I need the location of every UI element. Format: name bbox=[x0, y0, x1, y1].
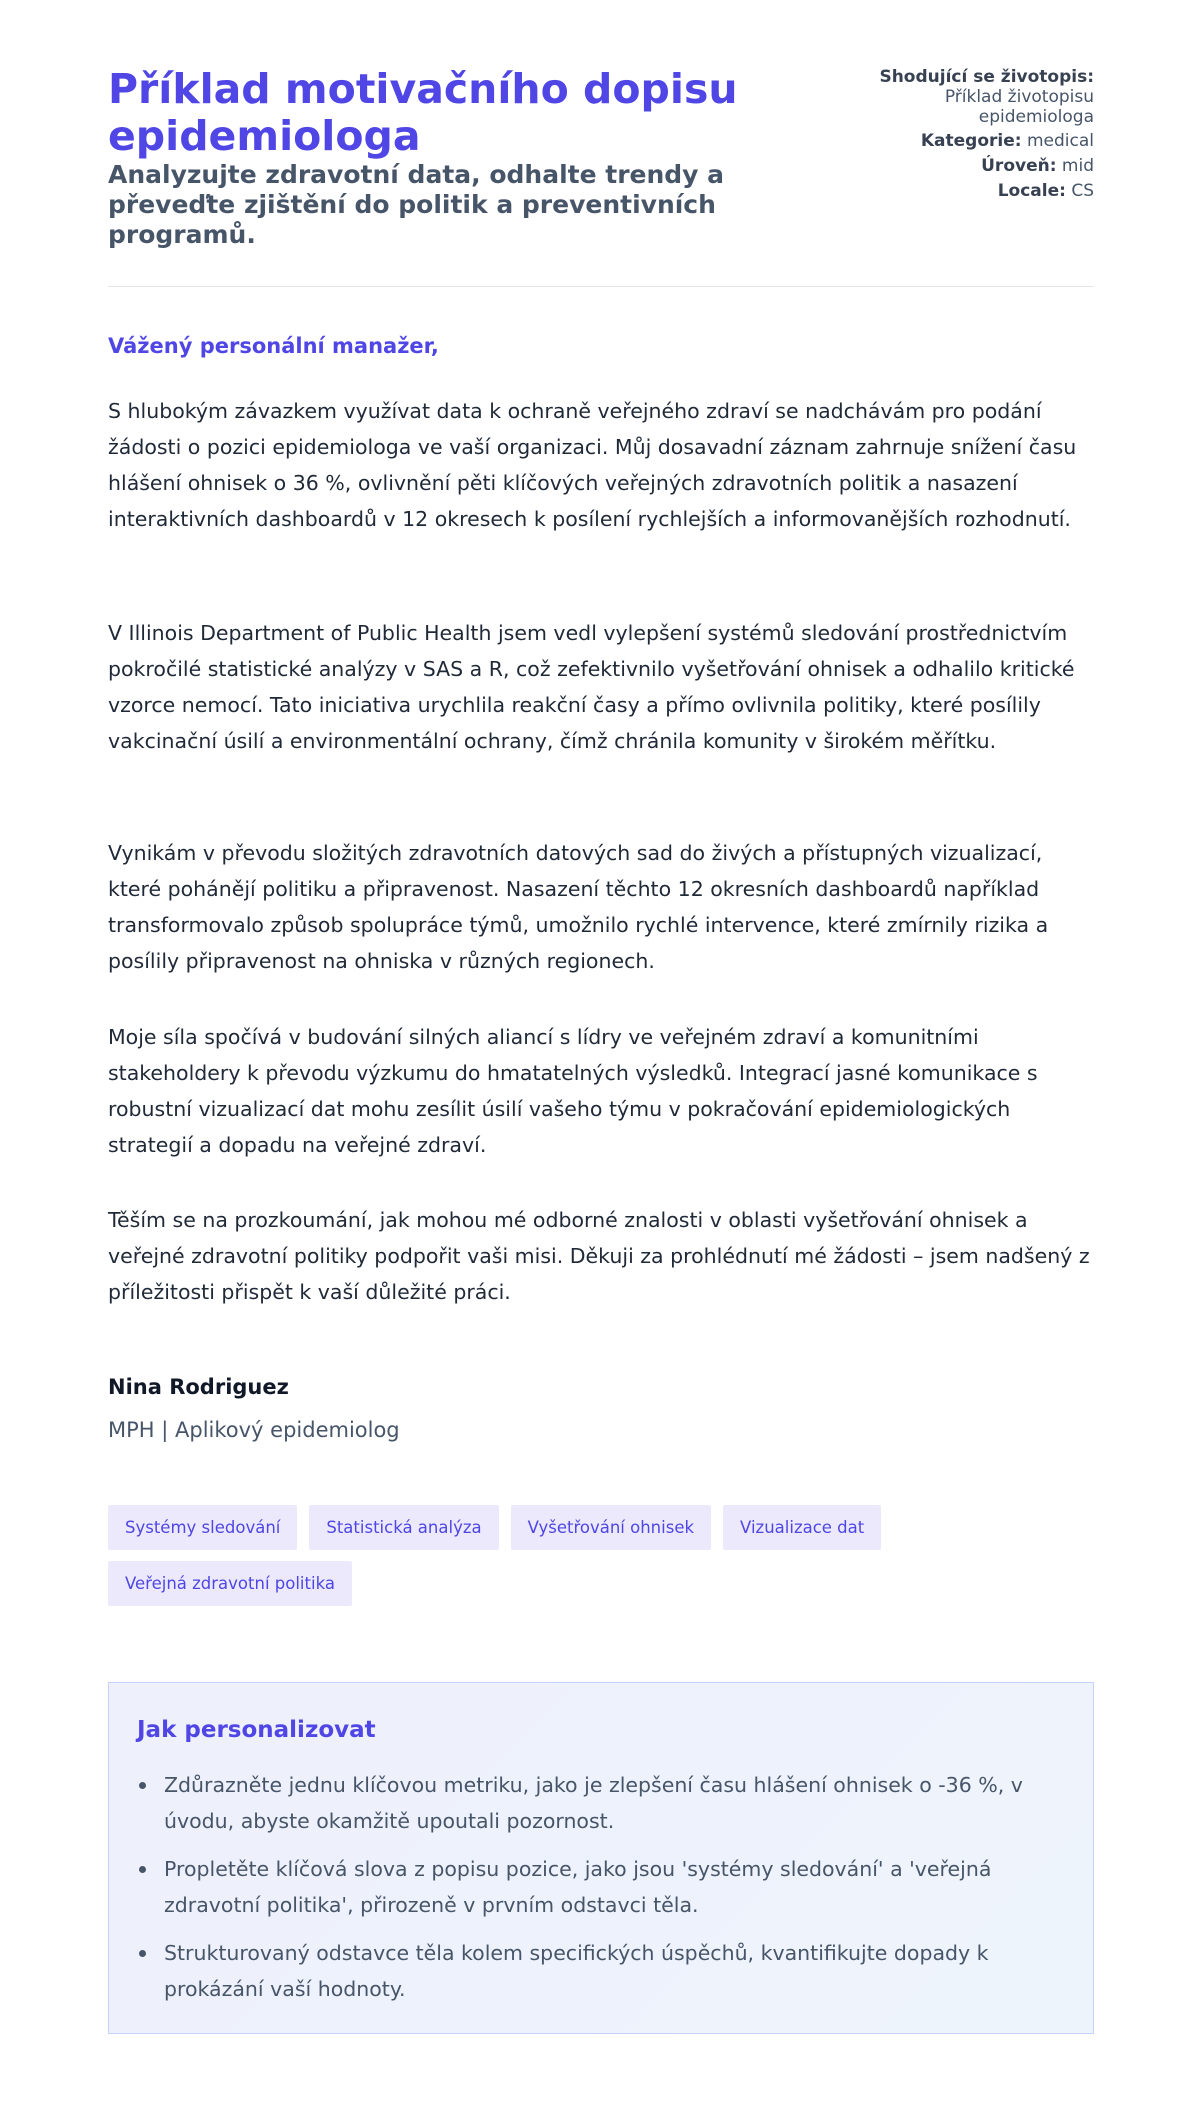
tip-text: Strukturovaný odstavce těla kolem specifických úspěchů, kvantifikujte dopady k prokázání vaší hodnoty. bbox=[164, 1941, 989, 2001]
skill-tag: Vyšetřování ohnisek bbox=[511, 1505, 711, 1550]
letter-paragraph: Vynikám v převodu složitých zdravotních datových sad do živých a přístupných vizualizací, které pohánějí politiku a připravenost. Nasazení těchto 12 okresních dashboardů například transformovalo způsob spolupráce týmů, umožnilo rychlé intervence, které zmírnily rizika a posílily připravenost na ohniska v různých regionech. bbox=[108, 841, 1049, 973]
tip-text: Propletěte klíčová slova z popisu pozice, jako jsou 'systémy sledování' a 'veřejná zdravotní politika', přirozeně v prvním odstavci těla. bbox=[164, 1857, 992, 1917]
meta-level-value: mid bbox=[1061, 156, 1094, 176]
meta-cv-label: Shodující se životopis: bbox=[879, 67, 1094, 87]
meta-locale-label: Locale: bbox=[997, 181, 1066, 201]
personalize-tips-box bbox=[108, 1682, 1094, 2034]
tips-title: Jak personalizovat bbox=[137, 1717, 376, 1743]
letter-paragraph: S hlubokým závazkem využívat data k ochraně veřejného zdraví se nadchávám pro podání žádosti o pozici epidemiologa ve vaší organizaci. Můj dosavadní záznam zahrnuje snížení času hlášení ohnisek o 36 %, ovlivnění pěti klíčových veřejných zdravotních politik a nasazení interaktivních dashboardů v 12 okresech k posílení rychlejších a informovanějších rozhodnutí. bbox=[108, 399, 1077, 531]
tips-list bbox=[137, 1767, 1067, 2019]
page-title: Příklad motivačního dopisu epidemiologa bbox=[108, 65, 738, 160]
tip-item bbox=[137, 1851, 1067, 1923]
tip-item bbox=[137, 1767, 1067, 1839]
skill-tag: Statistická analýza bbox=[309, 1505, 498, 1550]
skill-tag: Vizualizace dat bbox=[723, 1505, 881, 1550]
letter-paragraph: Těším se na prozkoumání, jak mohou mé odborné znalosti v oblasti vyšetřování ohnisek a veřejné zdravotní politiky podpořit vaši misi. Děkuji za prohlédnutí mé žádosti – jsem nadšený z příležitosti přispět k vaší důležité práci. bbox=[108, 1208, 1090, 1304]
letter-greeting: Vážený personální manažer, bbox=[108, 334, 439, 358]
meta-category bbox=[879, 131, 1094, 151]
meta-locale bbox=[879, 181, 1094, 201]
meta-panel bbox=[879, 67, 1094, 206]
meta-cv-value: Příklad životopisu epidemiologa bbox=[944, 87, 1094, 127]
page-header bbox=[108, 0, 1094, 287]
meta-category-value: medical bbox=[1026, 131, 1094, 151]
meta-level-label: Úroveň: bbox=[981, 156, 1057, 176]
letter-paragraph: V Illinois Department of Public Health jsem vedl vylepšení systémů sledování prostřednictvím pokročilé statistické analýzy v SAS a R, což zefektivnilo vyšetřování ohnisek a odhalilo kritické vzorce nemocí. Tato iniciativa urychlila reakční časy a přímo ovlivnila politiky, které posílily vakcinační úsilí a environmentální ochrany, čímž chránila komunity v širokém měřítku. bbox=[108, 621, 1075, 753]
skill-tags bbox=[108, 1505, 1094, 1606]
tip-item bbox=[137, 1935, 1067, 2007]
meta-matching-cv bbox=[879, 67, 1094, 127]
bullet-icon bbox=[139, 1866, 146, 1873]
meta-locale-value: CS bbox=[1071, 181, 1094, 201]
meta-category-label: Kategorie: bbox=[920, 131, 1022, 151]
bullet-icon bbox=[139, 1782, 146, 1789]
meta-level bbox=[879, 156, 1094, 176]
bullet-icon bbox=[139, 1950, 146, 1957]
skill-tag: Systémy sledování bbox=[108, 1505, 297, 1550]
letter-paragraph: Moje síla spočívá v budování silných aliancí s lídry ve veřejném zdraví a komunitními stakeholdery k převodu výzkumu do hmatatelných výsledků. Integrací jasné komunikace s robustní vizualizací dat mohu zesílit úsilí vašeho týmu v pokračování epidemiologických strategií a dopadu na veřejné zdraví. bbox=[108, 1025, 1038, 1157]
cover-letter-page bbox=[108, 0, 1094, 2001]
page-subtitle: Analyzujte zdravotní data, odhalte trendy a převeďte zjištění do politik a preventivních programů. bbox=[108, 160, 725, 249]
tip-text: Zdůrazněte jednu klíčovou metriku, jako je zlepšení času hlášení ohnisek o -36 %, v úvodu, abyste okamžitě upoutali pozornost. bbox=[164, 1773, 1023, 1833]
signature-name: Nina Rodriguez bbox=[108, 1375, 289, 1399]
signature-role: MPH | Aplikový epidemiolog bbox=[108, 1418, 400, 1442]
skill-tag: Veřejná zdravotní politika bbox=[108, 1561, 352, 1606]
